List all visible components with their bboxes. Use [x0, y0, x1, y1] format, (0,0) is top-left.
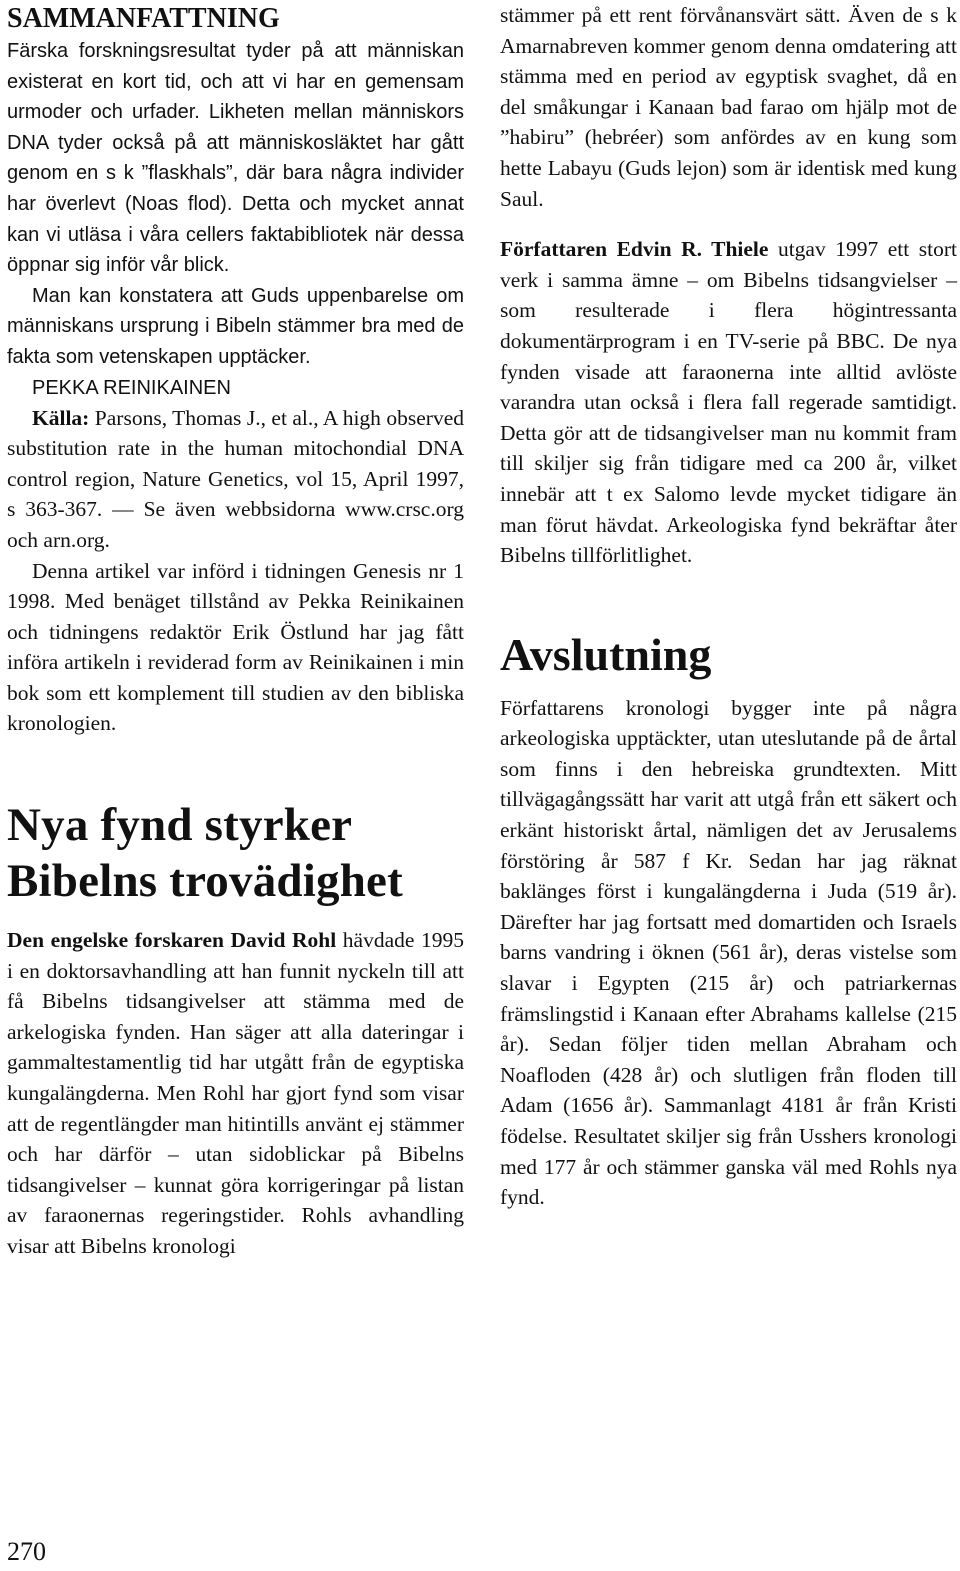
- spacer: [500, 571, 957, 627]
- left-column: [7, 0, 464, 1262]
- article-paragraph-1: [7, 925, 464, 1262]
- publication-note: Denna artikel var införd i tidningen Genesis nr 1 1998. Med benäget tillstånd av Pekka Reinikainen och tidningens redaktör Erik Östlund har jag fått införa artikeln i reviderad form av Reinikainen i min bok som ett komplement till studien av den bibliska kronologien.: [7, 558, 464, 736]
- headline-line-1: Nya fynd styrker: [7, 799, 353, 852]
- continued-paragraph: stämmer på ett rent förvånansvärt sätt. Även de s k Amarnabreven kommer genom denna omdatering att stämma med en period av egyptisk svaghet, då en del småkungar i Kanaan bad farao om hjälp mot de ”habiru” (hebréer) som anfördes av en kung som hette Labayu (Guds lejon) som är identisk med kung Saul.: [500, 3, 957, 211]
- summary-title: SAMMANFATTNING: [7, 3, 280, 34]
- right-column: [500, 0, 957, 1213]
- article-headline: [7, 797, 464, 909]
- spacer: [500, 214, 957, 234]
- spacer: [7, 739, 464, 797]
- article-lead: Den engelske forskaren David Rohl: [7, 928, 337, 953]
- headline-line-2: Bibelns trovädighet: [7, 855, 403, 908]
- thiele-paragraph: [500, 234, 957, 571]
- thiele-text: utgav 1997 ett stort verk i samma ämne – om Bibelns tidsangvielser – som resulterade i flera högintressanta dokumentärprogram i en TV-serie på BBC. De nya fynden visade att faraonerna inte alltid avlöste varandra utan också i flera fall regerade samtidigt. Detta gör att de tidsangivelser man nu kommit fram till skiljer sig från tidigare med ca 200 år, vilket innebär att t ex Salomo levde mycket tidigare än man förut hävdat. Arkeologiska fynd bekräftar åter Bibelns tillförlitlighet.: [500, 237, 957, 568]
- summary-paragraph-2: Man kan konstatera att Guds uppenbarelse om människans ursprung i Bibeln stämmer bra med de fakta som vetenskapen upptäcker.: [7, 284, 464, 368]
- conclusion-title: Avslutning: [500, 628, 712, 680]
- source-text: Parsons, Thomas J., et al., A high observed substitution rate in the human mitochondial DNA control region, Nature Genetics, vol 15, April 1997, s 363-367. — Se även webbsidorna www.crsc.org och arn.org.: [7, 405, 464, 552]
- source-label: Källa:: [32, 405, 90, 430]
- thiele-lead: Författaren Edvin R. Thiele: [500, 237, 769, 262]
- conclusion-paragraph: Författarens kronologi bygger inte på några arkeologiska upptäckter, utan uteslutande på de årtal som finns i den hebreiska grundtexten. Mitt tillvägagångssätt har varit att utgå från ett säkert och erkänt historiskt årtal, nämligen det av Jerusalems förstöring år 587 f Kr. Sedan har jag räknat baklänges först i kungalängderna i Juda (519 år). Därefter har jag fortsatt med domartiden och Israels barns vandring i öknen (561 år), deras vistelse som slavar i Egypten (215 år) och patriarkernas främslingstid i Kanaan efter Abrahams kallelse (215 år). Sedan följer tiden mellan Abraham och Noafloden (428 år) och slutligen från floden till Adam (1656 år). Sammanlagt 4181 år från Kristi födelse. Resultatet skiljer sig från Usshers kronologi med 177 år och stämmer ganska väl med Rohls nya fynd.: [500, 695, 957, 1210]
- article-text: hävdade 1995 i en doktorsavhandling att han funnit nyckeln till att få Bibelns tidsangivelser att stämma med de arkelogiska fynden. Han säger att alla dateringar i gammaltestamentlig tid har utgått från de egyptiska kungalängderna. Men Rohl har gjort fynd som visar att de regentlängder man hitintills använt ej stämmer och har därför – utan sidoblickar på Bibelns tidsangivelser – kunnat göra korrigeringar på listan av faraonernas regeringstider. Rohls avhandling visar att Bibelns kronologi: [7, 928, 464, 1258]
- spacer: [500, 683, 957, 693]
- summary-paragraph-1: Färska forskningsresultat tyder på att människan existerat en kort tid, och att vi har en gemensam urmoder och urfader. Likheten mellan människors DNA tyder också på att människosläktet har gått genom en s k ”flaskhals”, där bara några individer har överlevt (Noas flod). Detta och mycket annat kan vi utläsa i våra cellers faktabibliotek när dessa öppnar sig inför vår blick.: [7, 40, 464, 277]
- summary-author: PEKKA REINIKAINEN: [32, 376, 231, 399]
- source-paragraph: [7, 403, 464, 556]
- spacer: [7, 909, 464, 925]
- page-number: 270: [7, 1537, 46, 1566]
